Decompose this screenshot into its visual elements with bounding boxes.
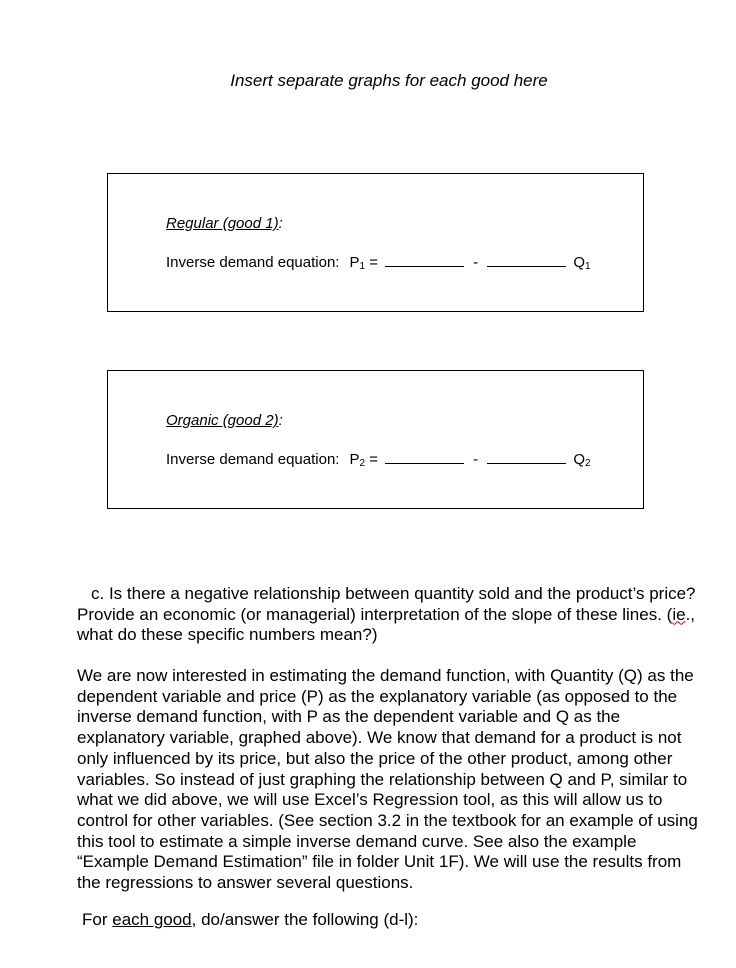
price-variable: $P_2$ [349, 451, 366, 469]
price-variable: $P_1$ [349, 254, 366, 272]
regular-good-title: Regular (good 1): [166, 215, 283, 232]
regular-inverse-demand-equation [166, 253, 591, 271]
equation-label: Inverse demand equation: [166, 451, 340, 468]
demand-estimation-paragraph: We are now interested in estimating the demand function, with Quantity (Q) as the dependent variable and price (P) as the explanatory variable (as opposed to the inverse demand function, with P as the dependent variable and Q as the explanatory variable, graphed above). We know that demand for a product is not only influenced by its price, but also the price of the other product, among other variables. So instead of just graphing the relationship between Q and P, similar to what we did above, we will use Excel’s Regression tool, as this will allow us to control for other variables. (See section 3.2 in the textbook for an example of using this tool to estimate a simple inverse demand curve. See also the example “Example Demand Estimation” file in folder Unit 1F). We will use the results from the regressions to answer several questions. [77, 666, 698, 893]
spellcheck-flagged-word: ie [672, 604, 686, 624]
minus-sign: - [473, 254, 479, 271]
slope-blank [487, 450, 566, 464]
regular-good-box [107, 173, 644, 312]
equals-sign: = [369, 451, 378, 468]
organic-good-title: Organic (good 2): [166, 412, 283, 429]
equation-label: Inverse demand equation: [166, 254, 340, 271]
intercept-blank [385, 253, 464, 267]
quantity-variable: $Q_2$ [573, 451, 591, 469]
slope-blank [487, 253, 566, 267]
graph-placeholder-note: Insert separate graphs for each good here [230, 71, 548, 90]
organic-good-box [107, 370, 644, 509]
minus-sign: - [473, 451, 479, 468]
instructions-line: For each good, do/answer the following (d-l): [82, 910, 419, 929]
equals-sign: = [369, 254, 378, 271]
intercept-blank [385, 450, 464, 464]
question-c: c. Is there a negative relationship between quantity sold and the product’s price? Provide an economic (or managerial) interpretation of the slope of these lines. (ie., what do these specific numbers mean?) [77, 584, 696, 645]
quantity-variable: $Q_1$ [573, 254, 591, 272]
organic-inverse-demand-equation [166, 450, 591, 468]
